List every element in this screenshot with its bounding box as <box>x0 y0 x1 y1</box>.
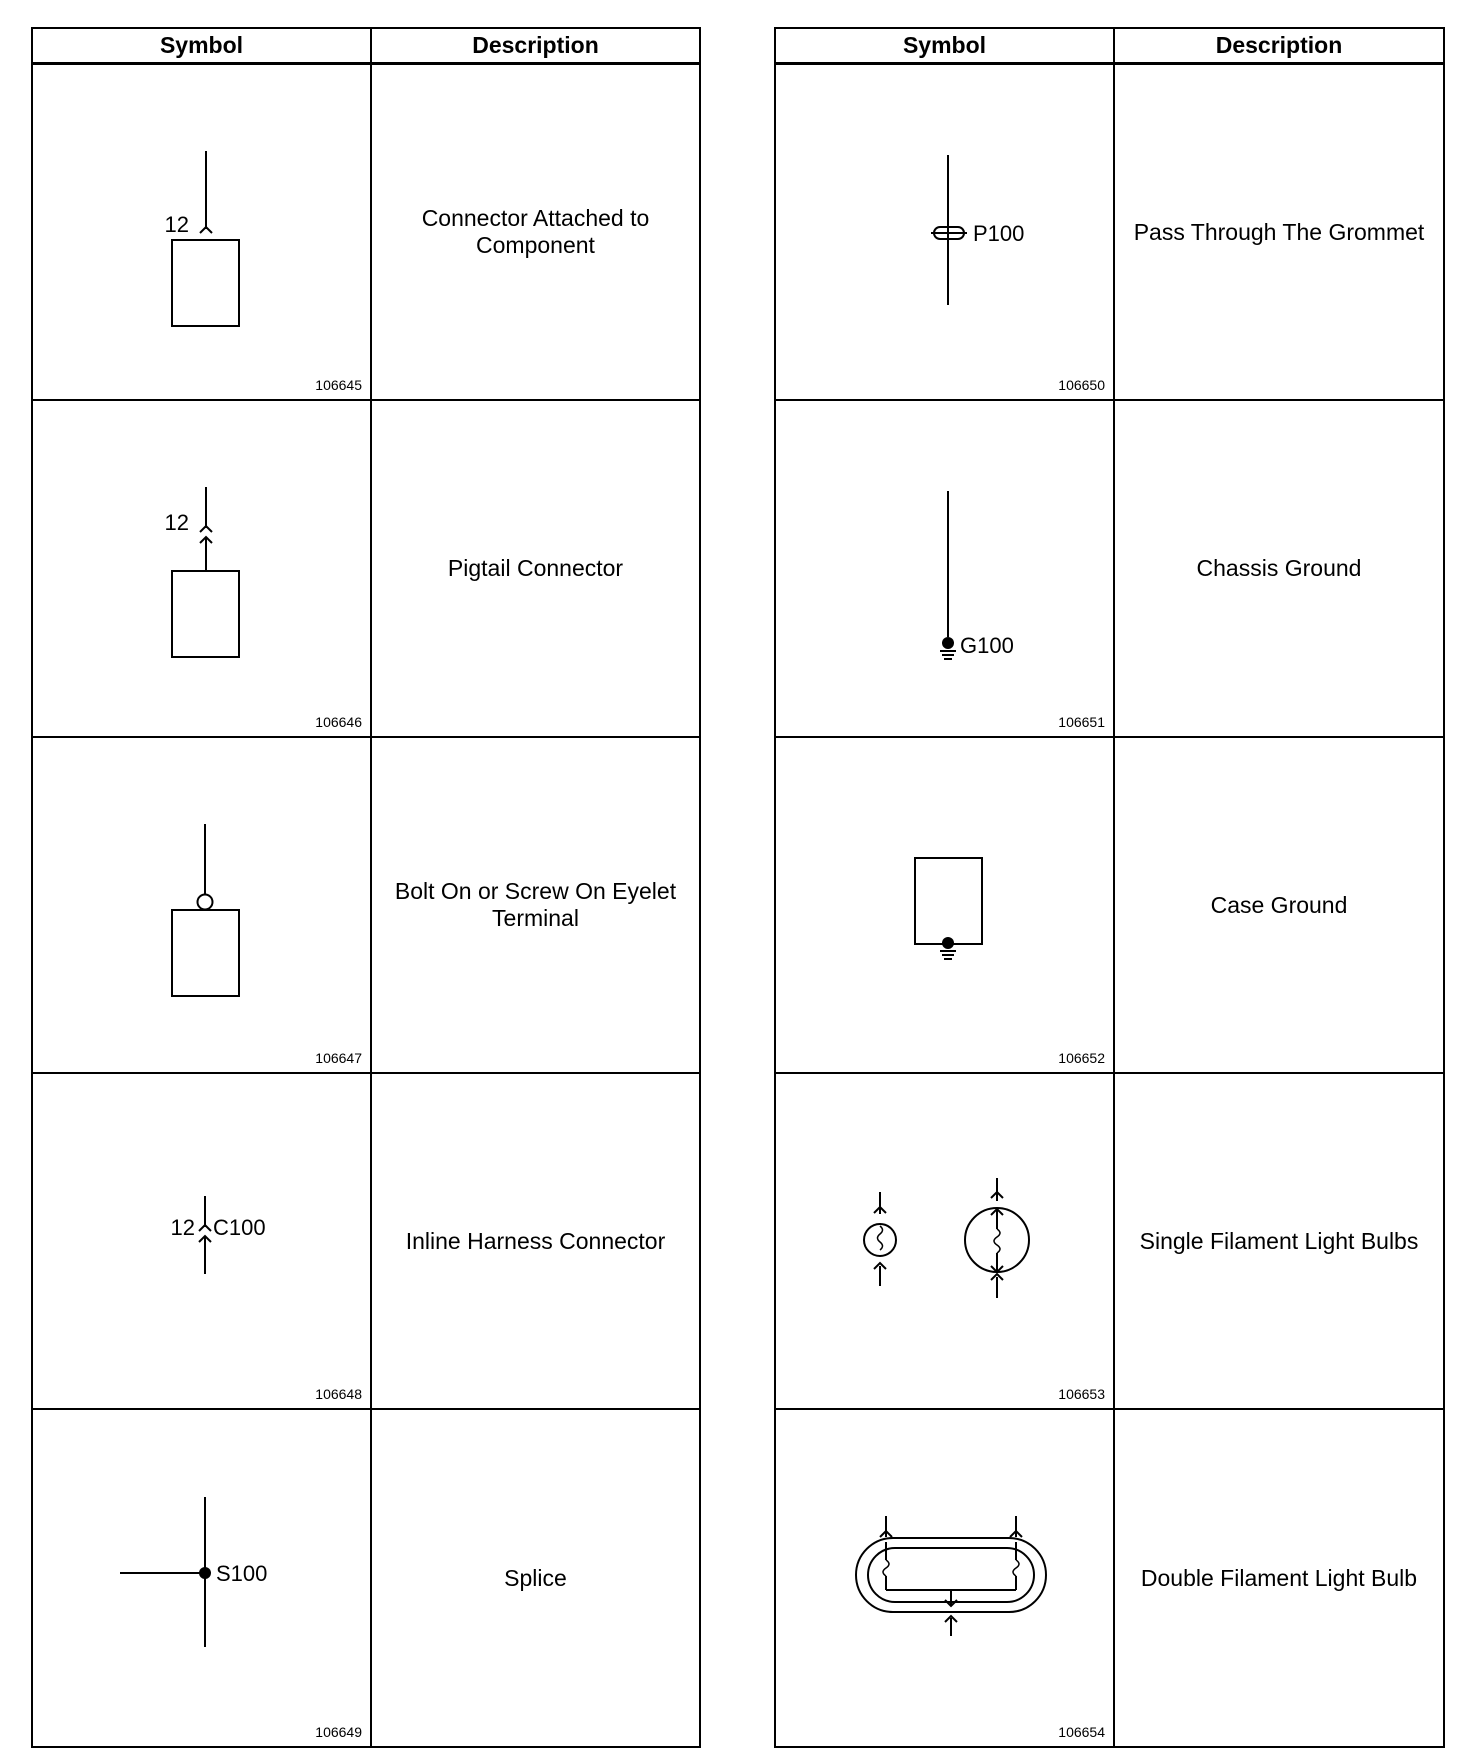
description-text: Pass Through The Grommet <box>1133 218 1425 245</box>
description-header: Description <box>472 32 599 58</box>
description-text: Single Filament Light Bulbs <box>1139 1227 1419 1254</box>
symbol-cell <box>33 65 370 399</box>
splice-symbol <box>33 1410 370 1746</box>
figure-number: 106646 <box>315 714 362 730</box>
symbol-cell <box>776 738 1113 1072</box>
description-text: Pigtail Connector <box>447 555 624 581</box>
symbol-cell <box>776 401 1113 736</box>
case-ground-symbol <box>776 738 1113 1074</box>
symbol-cell <box>33 1410 370 1746</box>
table-row <box>776 65 1443 401</box>
description-text: Case Ground <box>1210 891 1348 918</box>
description-text: Connector Attached to Component <box>421 205 650 258</box>
grommet-symbol <box>776 65 1113 401</box>
figure-number: 106648 <box>315 1386 362 1402</box>
splice-label: S100 <box>216 1561 268 1586</box>
symbol-header: Symbol <box>159 32 244 58</box>
table-row <box>33 65 699 401</box>
figure-number: 106649 <box>315 1724 362 1740</box>
inline-harness-connector-symbol <box>33 1074 370 1410</box>
table-header <box>776 29 1443 65</box>
description-text: Chassis Ground <box>1196 555 1362 581</box>
chassis-ground-symbol <box>776 401 1113 738</box>
pin-label: 12 <box>164 510 189 535</box>
table-header <box>33 29 699 65</box>
pin-label: 12 <box>164 212 189 237</box>
symbol-table-right <box>774 27 1445 1748</box>
double-filament-bulb-symbol <box>776 1410 1113 1746</box>
table-row <box>776 1410 1443 1746</box>
single-filament-bulbs-symbol <box>776 1074 1113 1410</box>
symbol-cell <box>776 1410 1113 1746</box>
table-row <box>33 1410 699 1746</box>
connector-label: C100 <box>213 1215 266 1240</box>
table-row <box>33 401 699 738</box>
figure-number: 106651 <box>1058 714 1105 730</box>
ground-label: G100 <box>960 633 1014 658</box>
figure-number: 106650 <box>1058 377 1105 393</box>
pin-label: 12 <box>170 1215 195 1240</box>
grommet-label: P100 <box>973 221 1025 246</box>
pigtail-connector-symbol <box>33 401 370 738</box>
table-row <box>776 1074 1443 1410</box>
figure-number: 106645 <box>315 377 362 393</box>
symbol-cell <box>33 1074 370 1408</box>
figure-number: 106652 <box>1058 1050 1105 1066</box>
description-header: Description <box>1215 32 1343 58</box>
symbol-table-left <box>31 27 701 1748</box>
symbol-cell <box>33 401 370 736</box>
figure-number: 106647 <box>315 1050 362 1066</box>
table-row <box>776 401 1443 738</box>
table-row <box>776 738 1443 1074</box>
figure-number: 106654 <box>1058 1724 1105 1740</box>
symbol-cell <box>776 65 1113 399</box>
symbol-header: Symbol <box>902 32 987 58</box>
symbol-cell <box>776 1074 1113 1408</box>
eyelet-terminal-symbol <box>33 738 370 1074</box>
table-row <box>33 1074 699 1410</box>
description-text: Inline Harness Connector <box>405 1227 666 1254</box>
description-text: Double Filament Light Bulb <box>1140 1564 1418 1591</box>
description-text: Bolt On or Screw On Eyelet Terminal <box>394 878 677 931</box>
figure-number: 106653 <box>1058 1386 1105 1402</box>
symbol-cell <box>33 738 370 1072</box>
connector-attached-symbol <box>33 65 370 401</box>
description-text: Splice <box>504 1564 567 1591</box>
table-row <box>33 738 699 1074</box>
